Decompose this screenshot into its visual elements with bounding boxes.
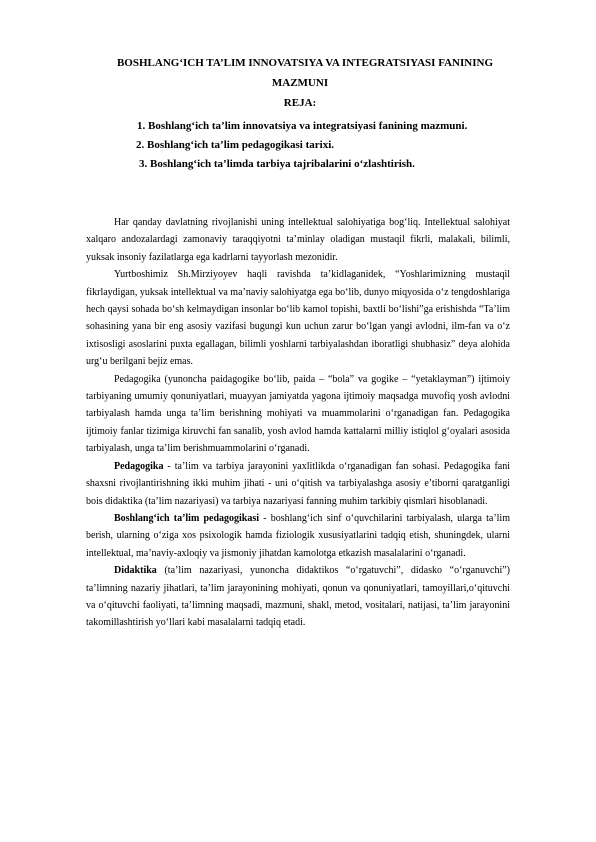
paragraph bbox=[86, 266, 510, 370]
paragraph-text: - ta’lim va tarbiya jarayonini yaxlitlikda o‘rganadigan fan sohasi. Pedagogika fani shaxsni rivojlantirishning ikki muhim jihati - uni o‘qitish va tarbiyalashga asosiy e’tiborni qaratganligi bois didaktika (ta’lim nazariyasi) va tarbiya nazariyasi fanning muhim tarkibiy qismlari hisoblanadi. bbox=[86, 460, 510, 507]
paragraph-text: Yurtboshimiz Sh.Mirziyoyev haqli ravishda ta’kidlaganidek, “Yoshlarimizning mustaqil fikrlaydigan, yuksak intellektual va ma’naviy salohiyatga ega bo‘lib, dunyo miqyosida o‘z tengdoshlariga hech qaysi sohada bo‘sh kelmaydigan insonlar bo‘lib kamol topishi, baxtli bo‘lishi”ga erishishda “Ta’lim sohasining yana bir eng asosiy vazifasi bugungi kun uchun zarur bo‘lgan yangi avlodni, ilm-fan va o‘z ixtisosligi asoslarini puxta egallagan, bilimli yoshlarni tarbiyalashdan iboratligi shubhasiz” deya alohida urg‘u berilgani bejiz emas. bbox=[86, 269, 510, 368]
paragraph bbox=[86, 371, 510, 458]
document-title: BOSHLANG‘ICH TA’LIM INNOVATSIYA VA INTEGRATSIYASI FANINING bbox=[116, 57, 494, 69]
plan-item: 1. Boshlang‘ich ta’lim innovatsiya va integratsiyasi fanining mazmuni. bbox=[137, 120, 468, 132]
paragraph-text: - boshlang‘ich sinf o‘quvchilarini tarbiyalash, ularga ta’lim berish, ularning o‘ziga xos psixologik hamda fiziologik xususiyatlarini tadqiq etish, shuningdek, ularni intellektual, ma’naviy-axloqiy va jismoniy jihatdan kamolotga etkazish masalalarini o‘rganadi. bbox=[86, 512, 510, 559]
plan-item: 3. Boshlang‘ich ta’limda tarbiya tajribalarini o‘zlashtirish. bbox=[139, 158, 415, 170]
document-title-continued: MAZMUNI bbox=[271, 77, 329, 89]
term-primary-pedagogy: Boshlang‘ich ta’lim pedagogikasi bbox=[114, 512, 260, 524]
paragraph bbox=[86, 214, 510, 266]
paragraph-text: Har qanday davlatning rivojlanishi uning intellektual salohiyatiga bog‘liq. Intellektual salohiyat xalqaro andozalardagi zamonaviy taraqqiyotni ta’minlay oladigan mustaqil fikrli, malakali, bilimli, yuksak insoniy fazilatlarga ega kadrlarni tayyorlash mezonidir. bbox=[86, 217, 510, 263]
term-didaktika: Didaktika bbox=[114, 565, 157, 577]
paragraph bbox=[86, 510, 510, 562]
paragraph-text: Pedagogika (yunoncha paidagogike bo‘lib, paida – “bola” va gogike – “yetaklayman”) ijtimoiy tarbiyaning umumiy qonuniyatlari, muayyan jamiyatda yagona ijtimoiy maqsadga muvofiq yosh avlodni tarbiyalash hamda unga ta’lim berishning mohiyati va muammolarini o‘rganadigan fan. Pedagogika ijtimoiy fanlar tizimiga kiruvchi fan sanalib, yosh avlod hamda kattalarni milliy istiqlol g‘oyalari asosida tarbiyalash, unga ta’lim berishmuammolarini o‘rganadi. bbox=[86, 373, 510, 455]
plan-item: 2. Boshlang‘ich ta’lim pedagogikasi tarixi. bbox=[136, 139, 335, 151]
plan-heading: REJA: bbox=[283, 97, 317, 109]
body-text bbox=[86, 214, 510, 632]
paragraph bbox=[86, 458, 510, 510]
paragraph-text: (ta’lim nazariyasi, yunoncha didaktikos “o‘rgatuvchi”, didasko “o‘rganuvchi”) ta’limning nazariy jihatlari, ta’lim jarayonining mohiyati, qonun va qonuniyatlari, tamoyillari,o‘qituvchi va o‘qituvchi faoliyati, ta’limning maqsadi, mazmuni, shakl, metod, vositalari, natijasi, ta’lim jarayonini takomillashtirish yo‘llari kabi masalalarni tadqiq etadi. bbox=[86, 565, 510, 629]
paragraph bbox=[86, 562, 510, 632]
term-pedagogika: Pedagogika bbox=[114, 460, 164, 472]
